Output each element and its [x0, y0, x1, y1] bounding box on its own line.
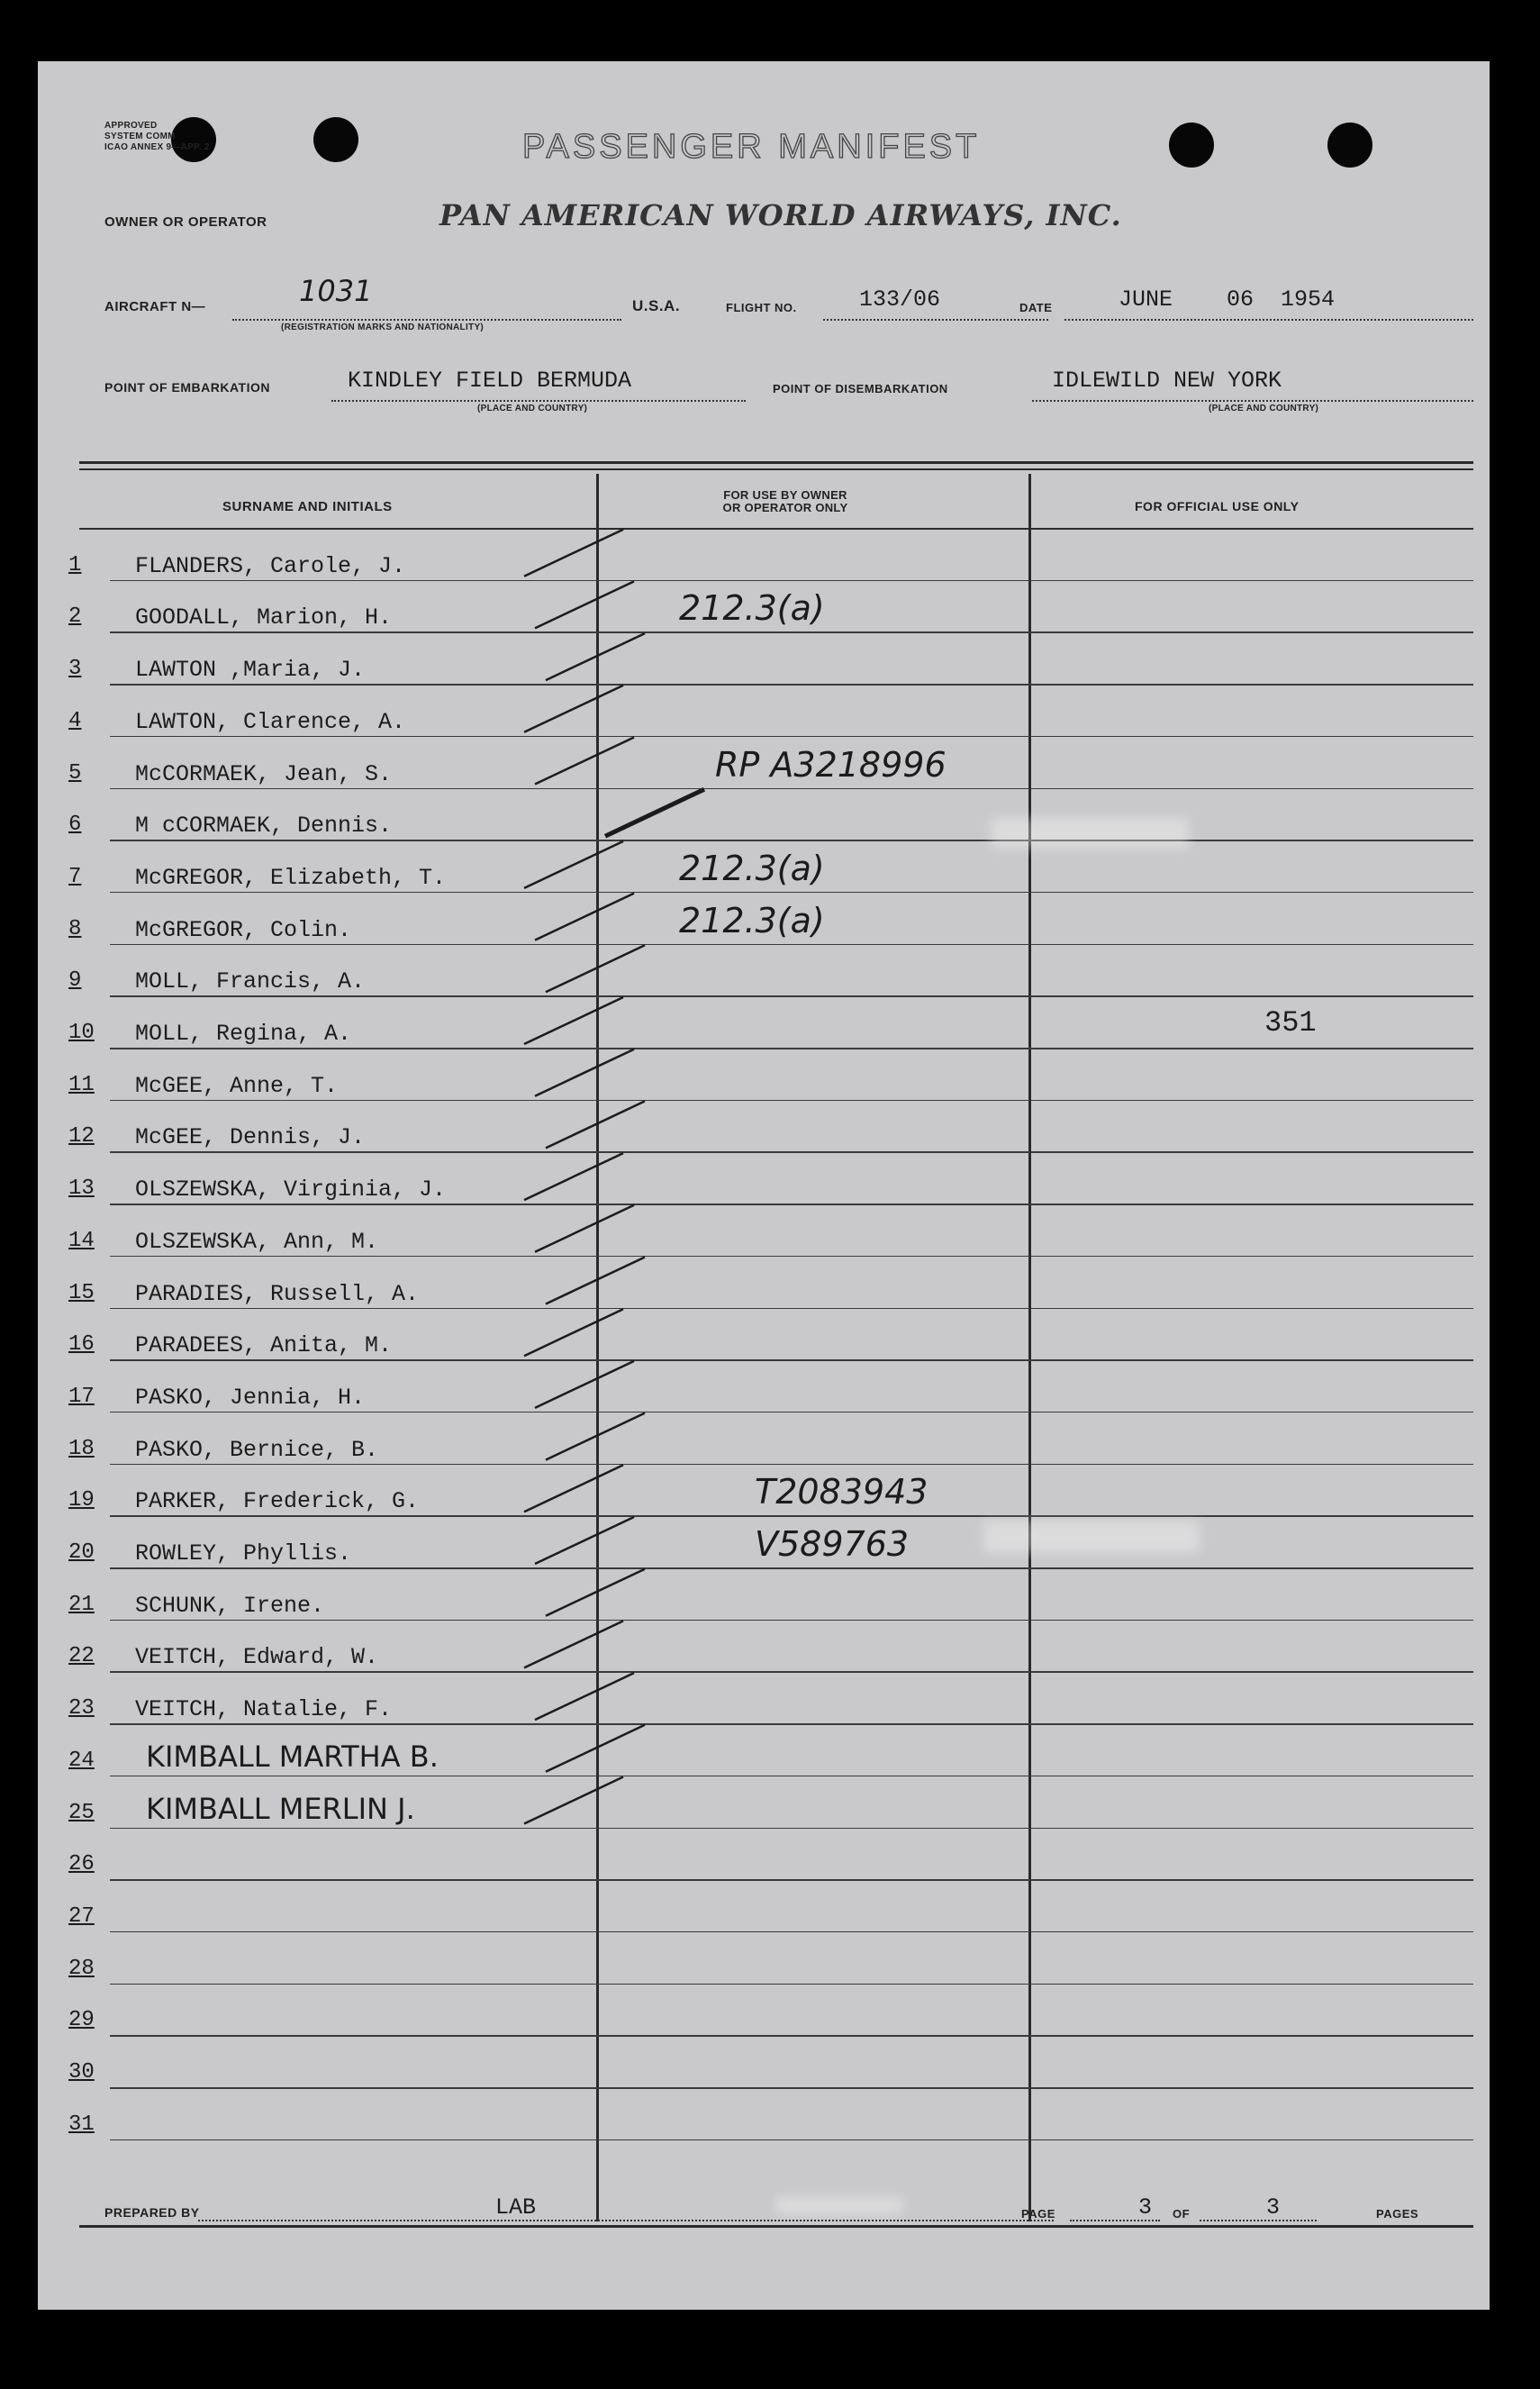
- row-number: 7: [68, 864, 82, 889]
- disembark-caption: (PLACE AND COUNTRY): [1209, 404, 1319, 413]
- passenger-name: GOODALL, Marion, H.: [135, 604, 393, 631]
- check-mark: [546, 1569, 645, 1616]
- row-number: 27: [68, 1903, 95, 1929]
- aircraft-label: AIRCRAFT N—: [104, 299, 206, 314]
- aircraft-caption: (REGISTRATION MARKS AND NATIONALITY): [281, 322, 485, 332]
- passenger-name: OLSZEWSKA, Virginia, J.: [135, 1176, 447, 1204]
- check-mark: [535, 1673, 634, 1720]
- row-number: 21: [68, 1592, 95, 1617]
- operator-note: 212.3(a): [679, 588, 825, 629]
- check-mark: [535, 1361, 634, 1408]
- passenger-name: McGREGOR, Colin.: [135, 916, 352, 943]
- check-mark: [524, 841, 623, 888]
- page-label: PAGE: [1021, 2207, 1055, 2221]
- row-number: 11: [68, 1072, 95, 1097]
- check-mark: [535, 1205, 634, 1252]
- official-note: 351: [1264, 1006, 1317, 1040]
- row-number: 5: [68, 760, 82, 786]
- prepared-label: PREPARED BY: [104, 2205, 200, 2220]
- of-value: 3: [1266, 2194, 1281, 2221]
- check-mark: [524, 1621, 623, 1667]
- row-number: 2: [68, 604, 82, 630]
- passenger-name: MOLL, Francis, A.: [135, 968, 366, 995]
- row-number: 25: [68, 1800, 95, 1825]
- col-header-official: FOR OFFICIAL USE ONLY: [1135, 499, 1300, 513]
- check-mark: [524, 1777, 623, 1824]
- passenger-name: McGREGOR, Elizabeth, T.: [135, 864, 447, 891]
- owner-value: PAN AMERICAN WORLD AIRWAYS, INC.: [439, 198, 1122, 232]
- row-number: 26: [68, 1852, 95, 1877]
- row-number: 23: [68, 1696, 95, 1721]
- check-mark: [524, 1465, 623, 1512]
- row-number: 19: [68, 1488, 95, 1513]
- owner-label: OWNER OR OPERATOR: [104, 214, 267, 230]
- passenger-name: PARKER, Frederick, G.: [135, 1488, 420, 1515]
- row-number: 10: [68, 1021, 95, 1045]
- passenger-name: PASKO, Jennia, H.: [135, 1384, 366, 1411]
- date-label: DATE: [1019, 301, 1053, 314]
- passenger-name: VEITCH, Edward, W.: [135, 1644, 379, 1671]
- check-mark: [546, 633, 645, 680]
- passenger-name: KIMBALL MERLIN J.: [146, 1791, 415, 1826]
- row-number: 22: [68, 1644, 95, 1669]
- passenger-name: M cCORMAEK, Dennis.: [135, 813, 393, 840]
- row-number: 13: [68, 1176, 95, 1202]
- operator-note: 212.3(a): [679, 900, 825, 940]
- row-number: 28: [68, 1956, 95, 1981]
- date-value: JUNE 06 1954: [1119, 286, 1336, 313]
- embark-value: KINDLEY FIELD BERMUDA: [348, 368, 632, 394]
- check-mark: [535, 738, 634, 785]
- row-number: 16: [68, 1332, 95, 1358]
- check-mark: [524, 1153, 623, 1200]
- aircraft-value: 1031: [299, 274, 373, 308]
- check-mark: [546, 1725, 645, 1772]
- row-number: 24: [68, 1748, 95, 1773]
- row-number: 30: [68, 2060, 95, 2085]
- passenger-name: McGEE, Anne, T.: [135, 1072, 339, 1099]
- passenger-name: LAWTON, Clarence, A.: [135, 708, 406, 735]
- col-header-owner-line: FOR USE BY OWNER: [723, 488, 847, 502]
- passenger-name: McCORMAEK, Jean, S.: [135, 760, 393, 787]
- col-header-owner-line: OR OPERATOR ONLY: [722, 501, 848, 514]
- flight-value: 133/06: [859, 286, 941, 313]
- passenger-name: LAWTON ,Maria, J.: [135, 657, 366, 684]
- check-mark: [546, 945, 645, 992]
- col-header-surname: SURNAME AND INITIALS: [222, 499, 393, 514]
- check-mark: [524, 1309, 623, 1356]
- check-mark: [524, 997, 623, 1044]
- manifest-sheet: [38, 61, 1490, 2310]
- disembark-value: IDLEWILD NEW YORK: [1052, 368, 1282, 394]
- row-number: 1: [68, 552, 82, 577]
- operator-note: RP A3218996: [715, 744, 947, 785]
- page-title: PASSENGER MANIFEST: [522, 128, 981, 166]
- check-mark: [546, 1258, 645, 1304]
- row-number: 6: [68, 813, 82, 838]
- prepared-value: LAB: [495, 2194, 537, 2221]
- passenger-name: ROWLEY, Phyllis.: [135, 1540, 352, 1567]
- check-mark: [546, 1413, 645, 1460]
- row-number: 12: [68, 1124, 95, 1149]
- passenger-name: PARADIES, Russell, A.: [135, 1280, 420, 1307]
- check-mark: [605, 789, 704, 836]
- approval-line: APPROVED: [104, 121, 158, 131]
- row-number: 29: [68, 2008, 95, 2033]
- passenger-name: VEITCH, Natalie, F.: [135, 1696, 393, 1723]
- operator-note: T2083943: [755, 1472, 929, 1512]
- check-mark: [524, 686, 623, 732]
- check-mark: [535, 1517, 634, 1564]
- row-number: 4: [68, 708, 82, 733]
- disembark-label: POINT OF DISEMBARKATION: [773, 382, 948, 395]
- passenger-name: PARADEES, Anita, M.: [135, 1332, 393, 1359]
- row-number: 20: [68, 1540, 95, 1565]
- passenger-name: KIMBALL MARTHA B.: [146, 1739, 439, 1774]
- operator-note: V589763: [755, 1524, 910, 1564]
- check-marks: [38, 61, 1490, 2310]
- row-number: 8: [68, 916, 82, 941]
- row-number: 18: [68, 1436, 95, 1461]
- approval-line: ICAO ANNEX 9—APP. 2: [104, 142, 210, 152]
- passenger-name: OLSZEWSKA, Ann, M.: [135, 1228, 379, 1255]
- check-mark: [535, 1049, 634, 1096]
- row-number: 3: [68, 657, 82, 682]
- passenger-name: SCHUNK, Irene.: [135, 1592, 325, 1619]
- of-label: OF: [1173, 2207, 1191, 2221]
- check-mark: [535, 894, 634, 940]
- passenger-name: FLANDERS, Carole, J.: [135, 552, 406, 579]
- row-number: 31: [68, 2112, 95, 2137]
- approval-line: SYSTEM COMM: [104, 132, 176, 141]
- flight-label: FLIGHT NO.: [726, 301, 797, 314]
- page-value: 3: [1138, 2194, 1153, 2221]
- embark-label: POINT OF EMBARKATION: [104, 380, 270, 395]
- usa-label: U.S.A.: [632, 297, 681, 314]
- row-number: 14: [68, 1228, 95, 1253]
- row-number: 17: [68, 1384, 95, 1409]
- check-mark: [535, 581, 634, 628]
- passenger-name: PASKO, Bernice, B.: [135, 1436, 379, 1463]
- check-mark: [524, 530, 623, 577]
- passenger-name: McGEE, Dennis, J.: [135, 1124, 366, 1151]
- check-mark: [546, 1101, 645, 1148]
- operator-note: 212.3(a): [679, 848, 825, 888]
- row-number: 9: [68, 968, 82, 994]
- embark-caption: (PLACE AND COUNTRY): [477, 404, 588, 413]
- pages-label: PAGES: [1376, 2207, 1419, 2221]
- passenger-name: MOLL, Regina, A.: [135, 1021, 352, 1047]
- row-number: 15: [68, 1280, 95, 1305]
